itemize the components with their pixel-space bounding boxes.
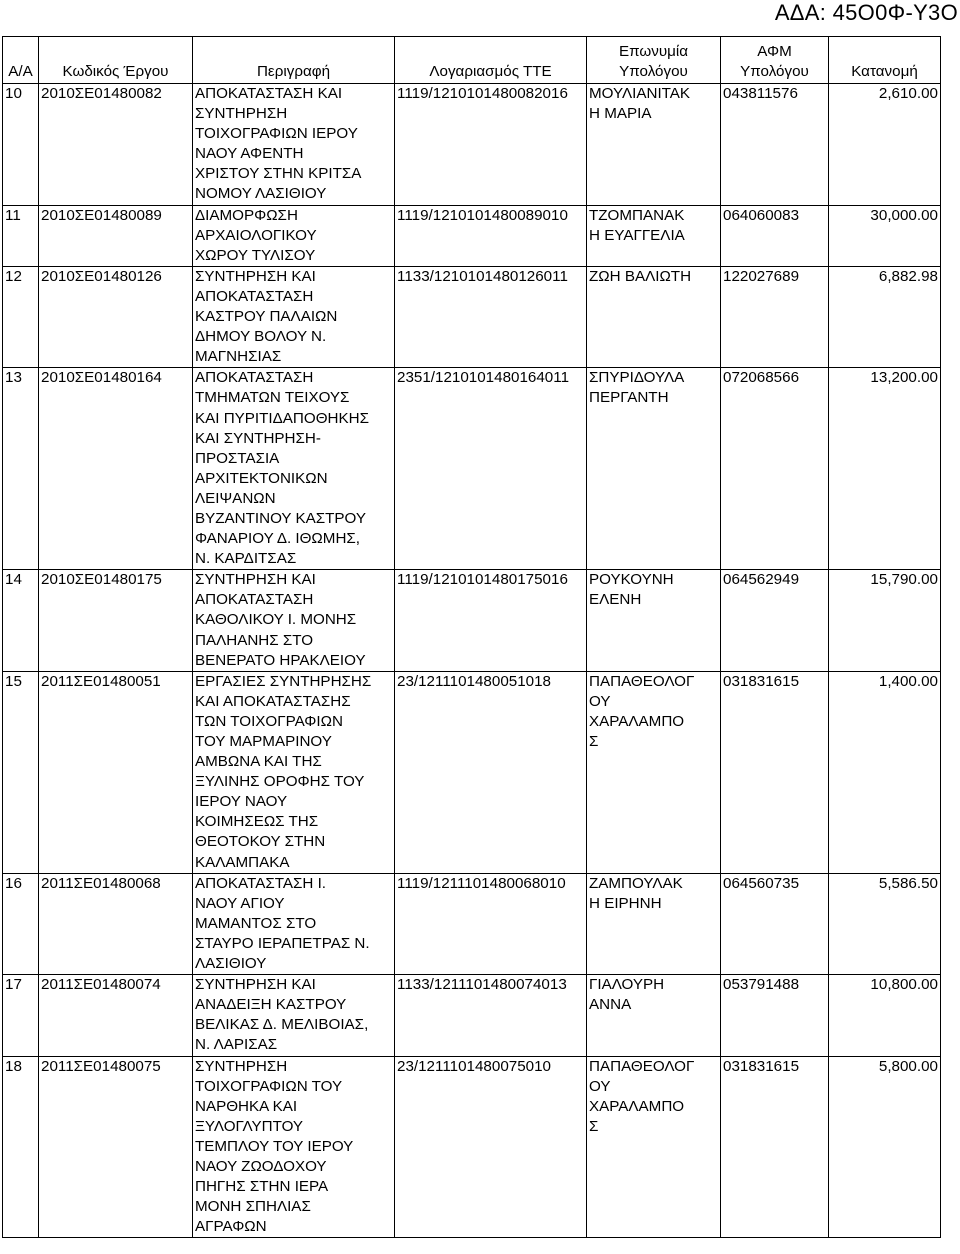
project-code: 2011ΣΕ01480068	[39, 873, 193, 974]
allocation-amount: 1,400.00	[829, 671, 941, 873]
row-index: 12	[3, 266, 39, 367]
accountable-name: ΠΑΠΑΘΕΟΛΟΓ ΟΥ ΧΑΡΑΛΑΜΠΟ Σ	[587, 1056, 721, 1238]
account-number: 1119/1210101480089010	[395, 205, 587, 266]
accountable-afm: 031831615	[721, 671, 829, 873]
accountable-afm: 072068566	[721, 368, 829, 570]
project-code: 2010ΣΕ01480175	[39, 570, 193, 671]
table-row	[3, 368, 941, 570]
header-description: Περιγραφή	[193, 37, 395, 84]
project-description: ΑΠΟΚΑΤΑΣΤΑΣΗ ΤΜΗΜΑΤΩΝ ΤΕΙΧΟΥΣ ΚΑΙ ΠΥΡΙΤΙΔΑΠΟΘΗΚΗΣ ΚΑΙ ΣΥΝΤΗΡΗΣΗ- ΠΡΟΣΤΑΣΙΑ ΑΡΧΙΤΕΚΤΟΝΙΚΩΝ ΛΕΙΨΑΝΩΝ ΒΥΖΑΝΤΙΝΟΥ ΚΑΣΤΡΟΥ ΦΑΝΑΡΙΟΥ Δ. ΙΘΩΜΗΣ, Ν. ΚΑΡΔΙΤΣΑΣ	[193, 368, 395, 570]
accountable-name: ΓΙΑΛΟΥΡΗ ΑΝΝΑ	[587, 975, 721, 1056]
account-number: 1119/1210101480175016	[395, 570, 587, 671]
table-row	[3, 671, 941, 873]
account-number: 1133/1211101480074013	[395, 975, 587, 1056]
header-name: Επωνυμία Υπολόγου	[587, 37, 721, 84]
row-index: 17	[3, 975, 39, 1056]
accountable-afm: 064560735	[721, 873, 829, 974]
allocation-amount: 15,790.00	[829, 570, 941, 671]
ada-identifier: ΑΔΑ: 45Ο0Φ-Υ3Ο	[774, 0, 958, 25]
allocation-amount: 5,586.50	[829, 873, 941, 974]
accountable-afm: 064562949	[721, 570, 829, 671]
account-number: 1119/1210101480082016	[395, 84, 587, 206]
table-body	[3, 84, 941, 1238]
allocation-amount: 13,200.00	[829, 368, 941, 570]
row-index: 14	[3, 570, 39, 671]
project-code: 2010ΣΕ01480126	[39, 266, 193, 367]
header-afm: ΑΦΜ Υπολόγου	[721, 37, 829, 84]
project-code: 2011ΣΕ01480075	[39, 1056, 193, 1238]
project-description: ΑΠΟΚΑΤΑΣΤΑΣΗ Ι. ΝΑΟΥ ΑΓΙΟΥ ΜΑΜΑΝΤΟΣ ΣΤΟ ΣΤΑΥΡΟ ΙΕΡΑΠΕΤΡΑΣ Ν. ΛΑΣΙΘΙΟΥ	[193, 873, 395, 974]
accountable-name: ΣΠΥΡΙΔΟΥΛΑ ΠΕΡΓΑΝΤΗ	[587, 368, 721, 570]
project-description: ΣΥΝΤΗΡΗΣΗ ΚΑΙ ΑΠΟΚΑΤΑΣΤΑΣΗ ΚΑΣΤΡΟΥ ΠΑΛΑΙΩΝ ΔΗΜΟΥ ΒΟΛΟΥ Ν. ΜΑΓΝΗΣΙΑΣ	[193, 266, 395, 367]
project-code: 2011ΣΕ01480051	[39, 671, 193, 873]
project-code: 2010ΣΕ01480082	[39, 84, 193, 206]
allocation-amount: 10,800.00	[829, 975, 941, 1056]
project-description: ΑΠΟΚΑΤΑΣΤΑΣΗ ΚΑΙ ΣΥΝΤΗΡΗΣΗ ΤΟΙΧΟΓΡΑΦΙΩΝ ΙΕΡΟΥ ΝΑΟΥ ΑΦΕΝΤΗ ΧΡΙΣΤΟΥ ΣΤΗΝ ΚΡΙΤΣΑ ΝΟΜΟΥ ΛΑΣΙΘΙΟΥ	[193, 84, 395, 206]
table-row	[3, 205, 941, 266]
project-description: ΣΥΝΤΗΡΗΣΗ ΚΑΙ ΑΠΟΚΑΤΑΣΤΑΣΗ ΚΑΘΟΛΙΚΟΥ Ι. ΜΟΝΗΣ ΠΑΛΗΑΝΗΣ ΣΤΟ ΒΕΝΕΡΑΤΟ ΗΡΑΚΛΕΙΟΥ	[193, 570, 395, 671]
table-row	[3, 84, 941, 206]
project-code: 2010ΣΕ01480089	[39, 205, 193, 266]
account-number: 23/1211101480075010	[395, 1056, 587, 1238]
accountable-name: ΖΩΗ ΒΑΛΙΩΤΗ	[587, 266, 721, 367]
table-row	[3, 975, 941, 1056]
header-account: Λογαριασμός ΤΤΕ	[395, 37, 587, 84]
accountable-name: ΠΑΠΑΘΕΟΛΟΓ ΟΥ ΧΑΡΑΛΑΜΠΟ Σ	[587, 671, 721, 873]
accountable-afm: 064060083	[721, 205, 829, 266]
project-description: ΔΙΑΜΟΡΦΩΣΗ ΑΡΧΑΙΟΛΟΓΙΚΟΥ ΧΩΡΟΥ ΤΥΛΙΣΟΥ	[193, 205, 395, 266]
header-code: Κωδικός Έργου	[39, 37, 193, 84]
row-index: 11	[3, 205, 39, 266]
project-description: ΣΥΝΤΗΡΗΣΗ ΚΑΙ ΑΝΑΔΕΙΞΗ ΚΑΣΤΡΟΥ ΒΕΛΙΚΑΣ Δ. ΜΕΛΙΒΟΙΑΣ, Ν. ΛΑΡΙΣΑΣ	[193, 975, 395, 1056]
allocation-amount: 5,800.00	[829, 1056, 941, 1238]
accountable-afm: 122027689	[721, 266, 829, 367]
accountable-name: ΜΟΥΛΙΑΝΙΤΑΚ Η ΜΑΡΙΑ	[587, 84, 721, 206]
accountable-afm: 053791488	[721, 975, 829, 1056]
allocation-amount: 2,610.00	[829, 84, 941, 206]
allocation-amount: 30,000.00	[829, 205, 941, 266]
accountable-afm: 031831615	[721, 1056, 829, 1238]
header-aa: Α/Α	[3, 37, 39, 84]
header-allocation: Κατανομή	[829, 37, 941, 84]
row-index: 15	[3, 671, 39, 873]
row-index: 18	[3, 1056, 39, 1238]
table-row	[3, 266, 941, 367]
accountable-name: ΤΖΟΜΠΑΝΑΚ Η ΕΥΑΓΓΕΛΙΑ	[587, 205, 721, 266]
project-code: 2010ΣΕ01480164	[39, 368, 193, 570]
row-index: 13	[3, 368, 39, 570]
table-row	[3, 873, 941, 974]
account-number: 2351/1210101480164011	[395, 368, 587, 570]
table-row	[3, 1056, 941, 1238]
header-row	[3, 37, 941, 84]
row-index: 10	[3, 84, 39, 206]
project-code: 2011ΣΕ01480074	[39, 975, 193, 1056]
project-description: ΕΡΓΑΣΙΕΣ ΣΥΝΤΗΡΗΣΗΣ ΚΑΙ ΑΠΟΚΑΤΑΣΤΑΣΗΣ ΤΩΝ ΤΟΙΧΟΓΡΑΦΙΩΝ ΤΟΥ ΜΑΡΜΑΡΙΝΟΥ ΑΜΒΩΝΑ ΚΑΙ ΤΗΣ ΞΥΛΙΝΗΣ ΟΡΟΦΗΣ ΤΟΥ ΙΕΡΟΥ ΝΑΟΥ ΚΟΙΜΗΣΕΩΣ ΤΗΣ ΘΕΟΤΟΚΟΥ ΣΤΗΝ ΚΑΛΑΜΠΑΚΑ	[193, 671, 395, 873]
accountable-name: ΖΑΜΠΟΥΛΑΚ Η ΕΙΡΗΝΗ	[587, 873, 721, 974]
table-row	[3, 570, 941, 671]
accountable-name: ΡΟΥΚΟΥΝΗ ΕΛΕΝΗ	[587, 570, 721, 671]
allocation-amount: 6,882.98	[829, 266, 941, 367]
allocation-table	[2, 36, 941, 1238]
accountable-afm: 043811576	[721, 84, 829, 206]
account-number: 23/1211101480051018	[395, 671, 587, 873]
account-number: 1119/1211101480068010	[395, 873, 587, 974]
project-description: ΣΥΝΤΗΡΗΣΗ ΤΟΙΧΟΓΡΑΦΙΩΝ ΤΟΥ ΝΑΡΘΗΚΑ ΚΑΙ ΞΥΛΟΓΛΥΠΤΟΥ ΤΕΜΠΛΟΥ ΤΟΥ ΙΕΡΟΥ ΝΑΟΥ ΖΩΟΔΟΧΟΥ ΠΗΓΗΣ ΣΤΗΝ ΙΕΡΑ ΜΟΝΗ ΣΠΗΛΙΑΣ ΑΓΡΑΦΩΝ	[193, 1056, 395, 1238]
account-number: 1133/1210101480126011	[395, 266, 587, 367]
row-index: 16	[3, 873, 39, 974]
